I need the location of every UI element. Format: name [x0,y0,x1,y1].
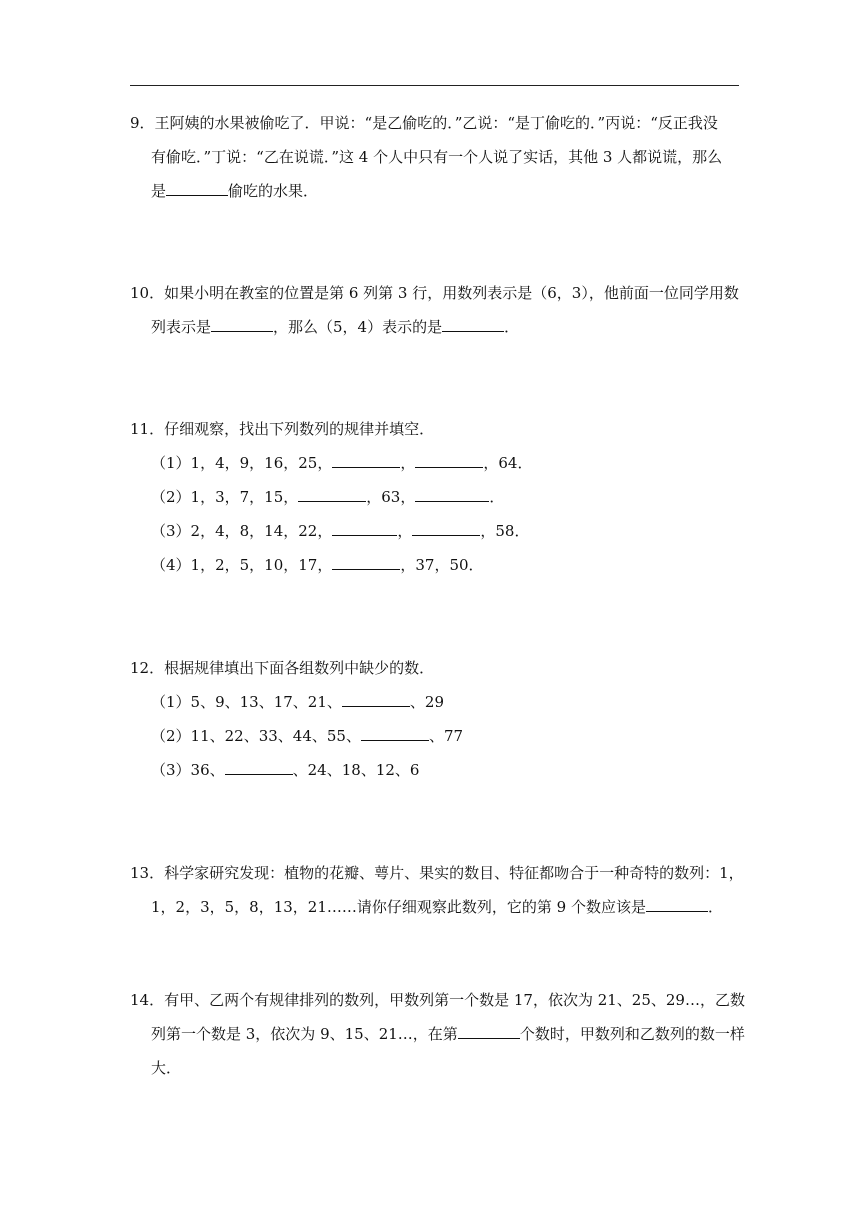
question-12 [130,651,742,787]
item-text: （2）11、22、33、44、55、 [151,727,361,745]
question-10-text-a: 列表示是 [151,318,212,336]
item-text: ，58． [480,522,530,540]
question-11-item-1 [130,446,742,480]
answer-blank-q10-1[interactable] [211,313,273,332]
item-text: （4）1，2，5，10，17， [151,556,333,574]
item-text: ，37，50． [400,556,484,574]
question-12-item-3 [130,753,742,787]
question-12-item-1 [130,685,742,719]
answer-blank-q13[interactable] [646,893,708,912]
answer-blank-q11-4a[interactable] [332,551,400,570]
question-11-title: 11．仔细观察，找出下列数列的规律并填空． [130,420,435,438]
answer-blank-q12-3[interactable] [225,756,293,775]
question-14-line-1: 14．有甲、乙两个有规律排列的数列，甲数列第一个数是 17，依次为 21、25、29…，乙数 [130,991,745,1009]
question-10-line-1: 10．如果小明在教室的位置是第 6 列第 3 行，用数列表示是（6，3），他前面一位同学用数 [130,284,739,302]
question-14 [130,983,745,1085]
answer-blank-q11-2b[interactable] [415,483,489,502]
question-9 [130,106,742,208]
answer-blank-q11-1a[interactable] [332,449,400,468]
question-11 [130,412,742,582]
question-12-item-2 [130,719,742,753]
question-13-text-b: ． [707,898,723,916]
question-14-text-a: 列第一个数是 3，依次为 9、15、21…，在第 [151,1025,458,1043]
answer-blank-q11-2a[interactable] [298,483,366,502]
question-11-item-2 [130,480,742,514]
item-text: ，63， [366,488,416,506]
item-text: 、24、18、12、6 [292,761,420,779]
question-11-item-4 [130,548,742,582]
header-rule [130,85,739,86]
item-text: 、77 [428,727,464,745]
item-text: ， [400,454,416,472]
answer-blank-q11-3b[interactable] [412,517,480,536]
answer-blank-q11-1b[interactable] [415,449,483,468]
question-9-line-2: 有偷吃．”丁说：“乙在说谎．”这 4 个人中只有一个人说了实话，其他 3 人都说谎，那么 [151,148,723,166]
question-9-line-3 [130,174,742,208]
question-11-item-3 [130,514,742,548]
question-13-text-a: 1，2，3，5，8，13，21……请你仔细观察此数列，它的第 9 个数应该是 [151,898,646,916]
question-10-line-2 [130,310,742,344]
item-text: 、29 [409,693,444,711]
question-13-line-1: 13．科学家研究发现：植物的花瓣、萼片、果实的数目、特征都吻合于一种奇特的数列：1， [130,864,744,882]
question-10-text-c: ． [504,318,520,336]
answer-blank-q9[interactable] [166,177,228,196]
question-10 [130,276,742,344]
question-12-title: 12．根据规律填出下面各组数列中缺少的数． [130,659,435,677]
question-14-text-b: 个数时，甲数列和乙数列的数一样 [519,1025,745,1043]
item-text: （2）1，3，7，15， [151,488,299,506]
question-14-line-2 [130,1017,745,1051]
answer-blank-q14[interactable] [458,1020,520,1039]
item-text: （3）2，4，8，14，22， [151,522,333,540]
question-13 [130,856,742,924]
question-9-text-a: 是 [151,182,167,200]
answer-blank-q12-2[interactable] [361,722,429,741]
item-text: ． [489,488,505,506]
item-text: ， [397,522,413,540]
item-text: （3）36、 [151,761,225,779]
question-14-line-3: 大． [151,1059,182,1077]
answer-blank-q11-3a[interactable] [332,517,397,536]
item-text: （1）1，4，9，16，25， [151,454,333,472]
question-13-line-2 [130,890,742,924]
answer-blank-q10-2[interactable] [442,313,504,332]
question-9-text-b: 偷吃的水果． [228,182,319,200]
question-10-text-b: ，那么（5，4）表示的是 [273,318,443,336]
question-9-line-1: 9．王阿姨的水果被偷吃了．甲说：“是乙偷吃的．”乙说：“是丁偷吃的．”丙说：“反正我没 [130,114,718,132]
answer-blank-q12-1[interactable] [342,688,410,707]
item-text: ，64． [483,454,533,472]
item-text: （1）5、9、13、17、21、 [151,693,342,711]
